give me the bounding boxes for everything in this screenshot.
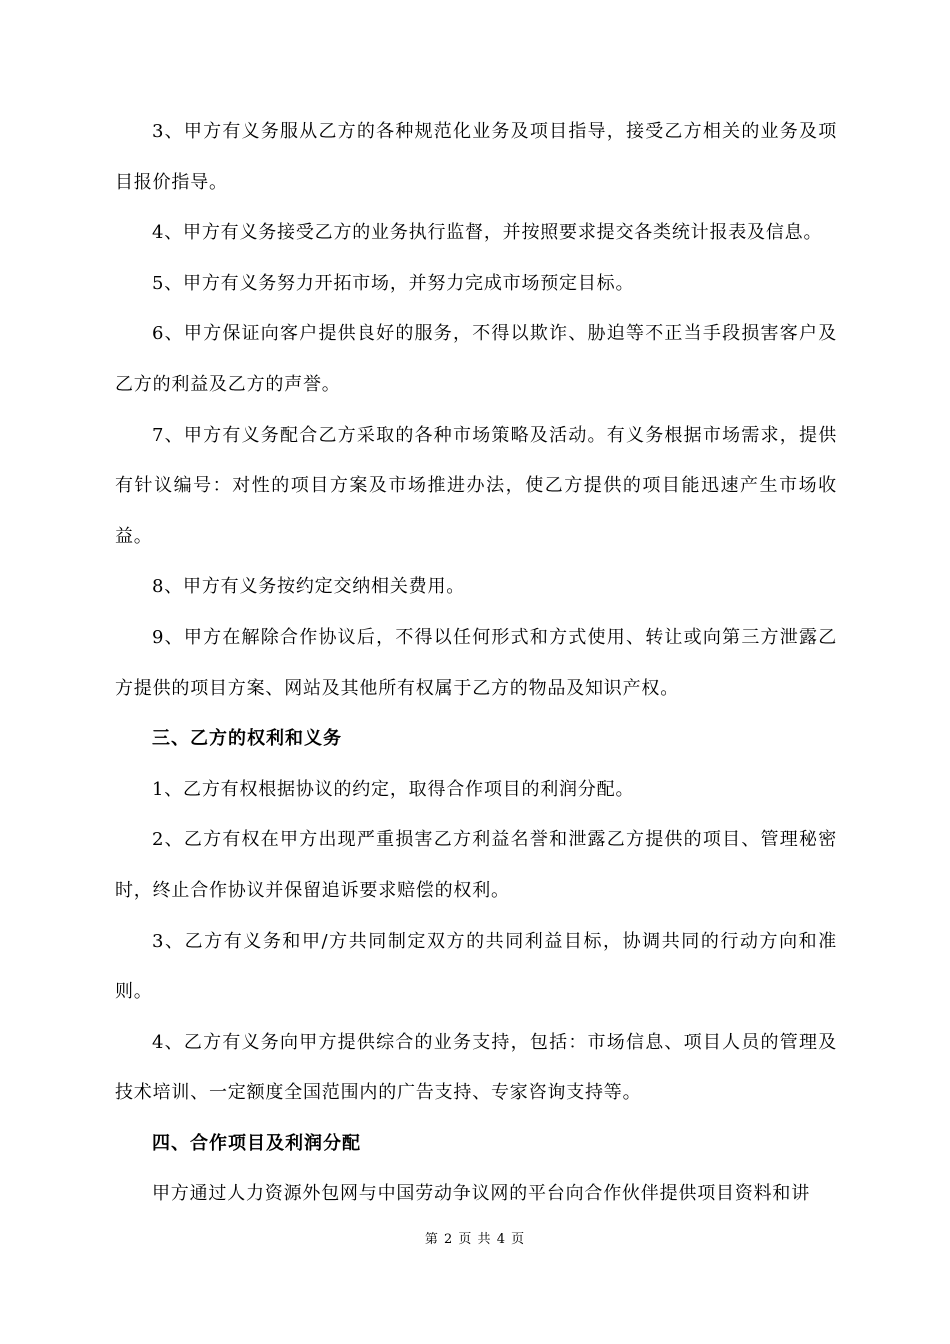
paragraph-obligation-6: 6、甲方保证向客户提供良好的服务，不得以欺诈、胁迫等不正当手段损害客户及乙方的利益及乙方的声誉。	[115, 323, 837, 395]
paragraph-party-b-1: 1、乙方有权根据协议的约定，取得合作项目的利润分配。	[152, 778, 635, 800]
paragraph-obligation-4: 4、甲方有义务接受乙方的业务执行监督，并按照要求提交各类统计报表及信息。	[152, 222, 823, 244]
paragraph-obligation-8: 8、甲方有义务按约定交纳相关费用。	[152, 576, 466, 598]
paragraph-profit-1: 甲方通过人力资源外包网与中国劳动争议网的平台向合作伙伴提供项目资料和讲	[152, 1183, 810, 1205]
paragraph-party-b-4: 4、乙方有义务向甲方提供综合的业务支持，包括：市场信息、项目人员的管理及技术培训、一定额度全国范围内的广告支持、专家咨询支持等。	[115, 1031, 837, 1104]
paragraph-obligation-5: 5、甲方有义务努力开拓市场，并努力完成市场预定目标。	[152, 272, 635, 294]
paragraph-obligation-7: 7、甲方有义务配合乙方采取的各种市场策略及活动。有义务根据市场需求，提供有针议编号：对性的项目方案及市场推进办法，使乙方提供的项目能迅速产生市场收益。	[115, 424, 837, 547]
paragraph-obligation-3: 3、甲方有义务服从乙方的各种规范化业务及项目指导，接受乙方相关的业务及项目报价指导。	[115, 121, 837, 193]
paragraph-party-b-3: 3、乙方有义务和甲/方共同制定双方的共同利益目标，协调共同的行动方向和准则。	[115, 930, 838, 1003]
page-number-footer: 第 2 页 共 4 页	[424, 1232, 526, 1247]
paragraph-obligation-9: 9、甲方在解除合作协议后，不得以任何形式和方式使用、转让或向第三方泄露乙方提供的项目方案、网站及其他所有权属于乙方的物品及知识产权。	[115, 626, 837, 699]
section-heading-party-b-rights: 三、乙方的权利和义务	[152, 728, 342, 750]
document-body	[115, 107, 837, 1220]
section-heading-profit-distribution: 四、合作项目及利润分配	[152, 1132, 361, 1154]
paragraph-party-b-2: 2、乙方有权在甲方出现严重损害乙方利益名誉和泄露乙方提供的项目、管理秘密时，终止合作协议并保留追诉要求赔偿的权利。	[115, 829, 837, 901]
